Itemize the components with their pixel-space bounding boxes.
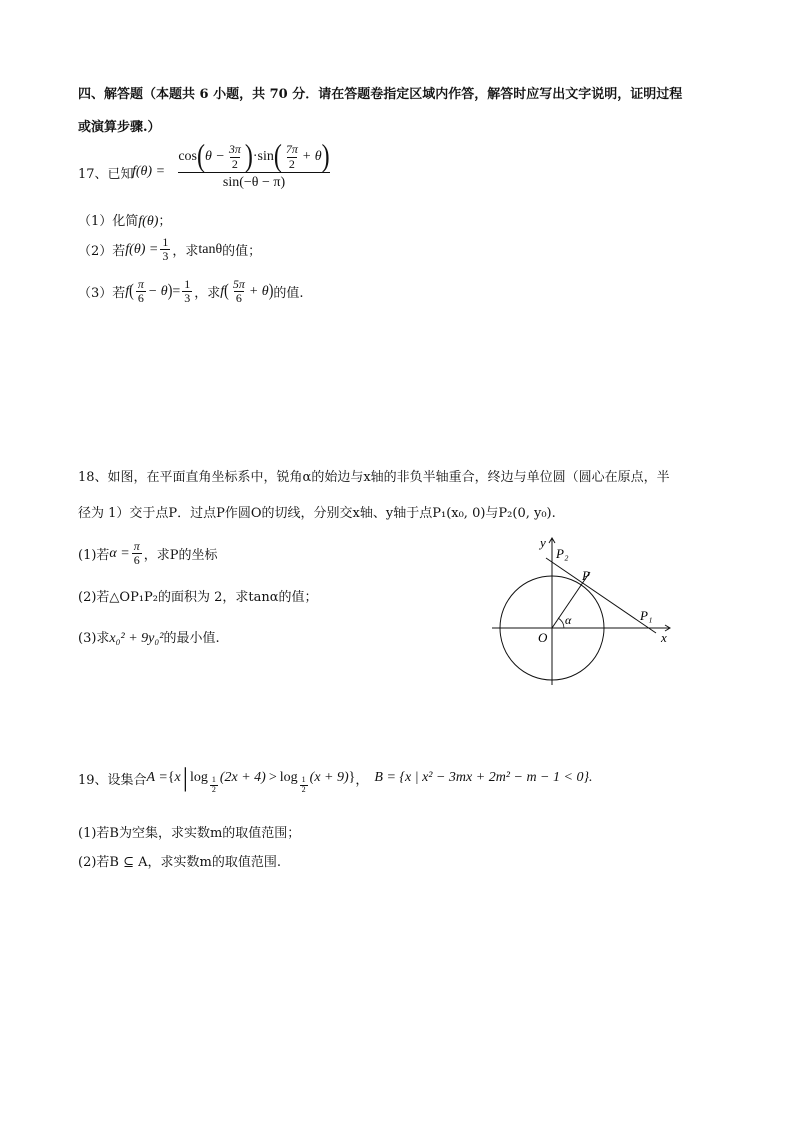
q18-part2: (2)若△OP₁P₂的面积为 2，求tanα的值；: [78, 590, 318, 605]
q19-number: 19、设集合: [78, 772, 147, 788]
q17-p3-frac1: [136, 278, 146, 305]
label-P: P: [582, 568, 590, 583]
q17-p3-label: （3）若: [78, 286, 126, 302]
q17-cos: cos: [178, 149, 197, 164]
q17-paren-close-2: ): [321, 139, 330, 174]
q17-p3-mid: ，求: [194, 286, 221, 302]
q19-set-x: x: [174, 770, 181, 786]
label-y: y: [540, 535, 546, 550]
q19-log2: log: [279, 770, 298, 786]
q18-p1-frac-num: π: [133, 539, 140, 553]
q17-p2-frac: [160, 236, 170, 263]
q17-arg2b: + θ: [301, 149, 322, 164]
q17-p2-tan: tanθ: [198, 241, 223, 257]
label-P1: P₁: [640, 608, 653, 623]
q19-log2-base: [300, 776, 308, 795]
q17-p1-end: ；: [158, 214, 172, 229]
q17-p3-frac1-den: 6: [137, 291, 144, 306]
q17-p2-frac-num: 1: [162, 235, 169, 249]
q19-set-definition: [78, 762, 593, 795]
section-heading-line1: 四、解答题（本题共 6 小题，共 70 分．请在答题卷指定区域内作答，解答时应写出文字说明，证明过程: [78, 87, 683, 102]
q17-lhs: f(θ) =: [132, 164, 166, 179]
q17-p2-mid: ，求: [172, 244, 199, 260]
q18-line2: 径为 1）交于点P．过点P作圆O的切线，分别交x轴、y轴于点P₁(x₀, 0)与P₂(0, y₀).: [78, 506, 556, 521]
q17-p1-expr: f(θ): [138, 214, 159, 229]
angle-arc: [558, 618, 564, 628]
label-x: x: [661, 630, 667, 645]
q17-p3-f2: f: [220, 283, 225, 299]
q17-p3-frac3-den: 6: [235, 291, 242, 306]
q17-p3-plus: + θ: [248, 283, 269, 299]
q19-B-def: B = {x | x² − 3mx + 2m² − m − 1 < 0}.: [374, 770, 593, 786]
q17-number: 17、已知: [78, 167, 134, 182]
q17-frac-7pi-den: 2: [288, 156, 295, 171]
q18-line1: 18、如图，在平面直角坐标系中，锐角α的始边与x轴的非负半轴重合，终边与单位圆（圆心在原点，半: [78, 470, 670, 485]
q17-frac-3pi-num: 3π: [228, 142, 241, 157]
q17-part3: [78, 278, 304, 305]
q19-log1-base: [210, 776, 218, 795]
label-P2: P₂: [556, 546, 569, 561]
q19-arg2: (x + 9): [309, 770, 349, 786]
q19-log1-base-num: 1: [211, 775, 216, 784]
q18-p3-a: (3)求: [78, 631, 110, 646]
q19-log1: log: [189, 770, 208, 786]
q17-paren-open-1: (: [196, 139, 205, 174]
section-heading-line2: 或演算步骤.）: [78, 120, 161, 135]
q19-brace-open: {: [167, 770, 175, 786]
q17-p3-paren-open-2: (: [224, 281, 229, 301]
q19-comma: ，: [355, 772, 369, 788]
q18-p1-frac: [132, 540, 142, 567]
q17-p2-end: 的值；: [222, 244, 262, 260]
q18-p1-b: ，求P的坐标: [143, 548, 218, 564]
q19-A-eq: A =: [146, 770, 168, 786]
q17-part2: [78, 236, 261, 263]
q17-fraction: [178, 139, 330, 191]
label-alpha: α: [565, 613, 572, 627]
q17-arg1a: θ −: [204, 149, 225, 164]
q19-log1-base-den: 2: [211, 784, 216, 794]
q17-p2-label: （2）若: [78, 244, 126, 260]
q19-log2-base-num: 1: [301, 775, 306, 784]
q17-p3-paren-close: ): [167, 281, 173, 301]
q18-p3-b: 的最小值.: [163, 631, 220, 646]
q18-p3-expr: x₀² + 9y₀²: [109, 631, 164, 646]
q19-part2: (2)若B ⊆ A，求实数m的取值范围.: [78, 855, 281, 870]
q17-part1: [78, 210, 171, 230]
q17-paren-close-1: ): [244, 139, 253, 174]
q17-p3-f: f: [125, 283, 130, 299]
q19-log2-base-den: 2: [301, 784, 306, 794]
q17-p2-expr: f(θ) =: [125, 241, 159, 257]
q17-frac-7pi-2: [284, 143, 300, 170]
q19-arg1: (2x + 4): [219, 770, 266, 786]
q17-p3-paren-open: (: [129, 281, 134, 301]
q18-p1-a: (1)若: [78, 548, 110, 564]
q17-paren-open-2: (: [273, 139, 282, 174]
q19-part1: (1)若B为空集，求实数m的取值范围；: [78, 826, 301, 841]
q17-p2-frac-den: 3: [162, 249, 169, 264]
q17-frac-3pi-2: [227, 143, 243, 170]
q17-sin: ·sin: [252, 149, 274, 164]
q17-p3-frac3: [231, 278, 247, 305]
q17-p3-frac3-num: 5π: [232, 277, 245, 291]
q17-frac-3pi-den: 2: [231, 156, 238, 171]
q17-p3-paren-close-2: ): [268, 281, 274, 301]
q17-numerator: [178, 139, 330, 174]
q17-p3-frac2: [182, 278, 192, 305]
q18-figure: [480, 530, 680, 690]
q17-p3-frac2-num: 1: [184, 277, 191, 291]
q18-part1: [78, 540, 217, 567]
q19-brace-close: }: [348, 770, 356, 786]
q17-p3-frac2-den: 3: [184, 291, 191, 306]
q19-gt: >: [268, 770, 277, 786]
q17-p3-frac1-num: π: [137, 277, 144, 291]
q17-frac-7pi-num: 7π: [285, 142, 298, 157]
q18-p1-frac-den: 6: [133, 553, 140, 568]
q17-p1-label: （1）化简: [78, 214, 139, 229]
q18-p1-alpha: α =: [109, 545, 130, 561]
q19-bar: |: [182, 763, 188, 793]
q17-denominator: sin(−θ − π): [178, 172, 330, 191]
q18-part3: [78, 627, 220, 647]
q17-p3-minus: − θ: [147, 283, 168, 299]
q17-p3-end: 的值.: [273, 286, 304, 302]
q17-p3-eq: =: [172, 283, 181, 299]
label-O: O: [538, 630, 548, 645]
